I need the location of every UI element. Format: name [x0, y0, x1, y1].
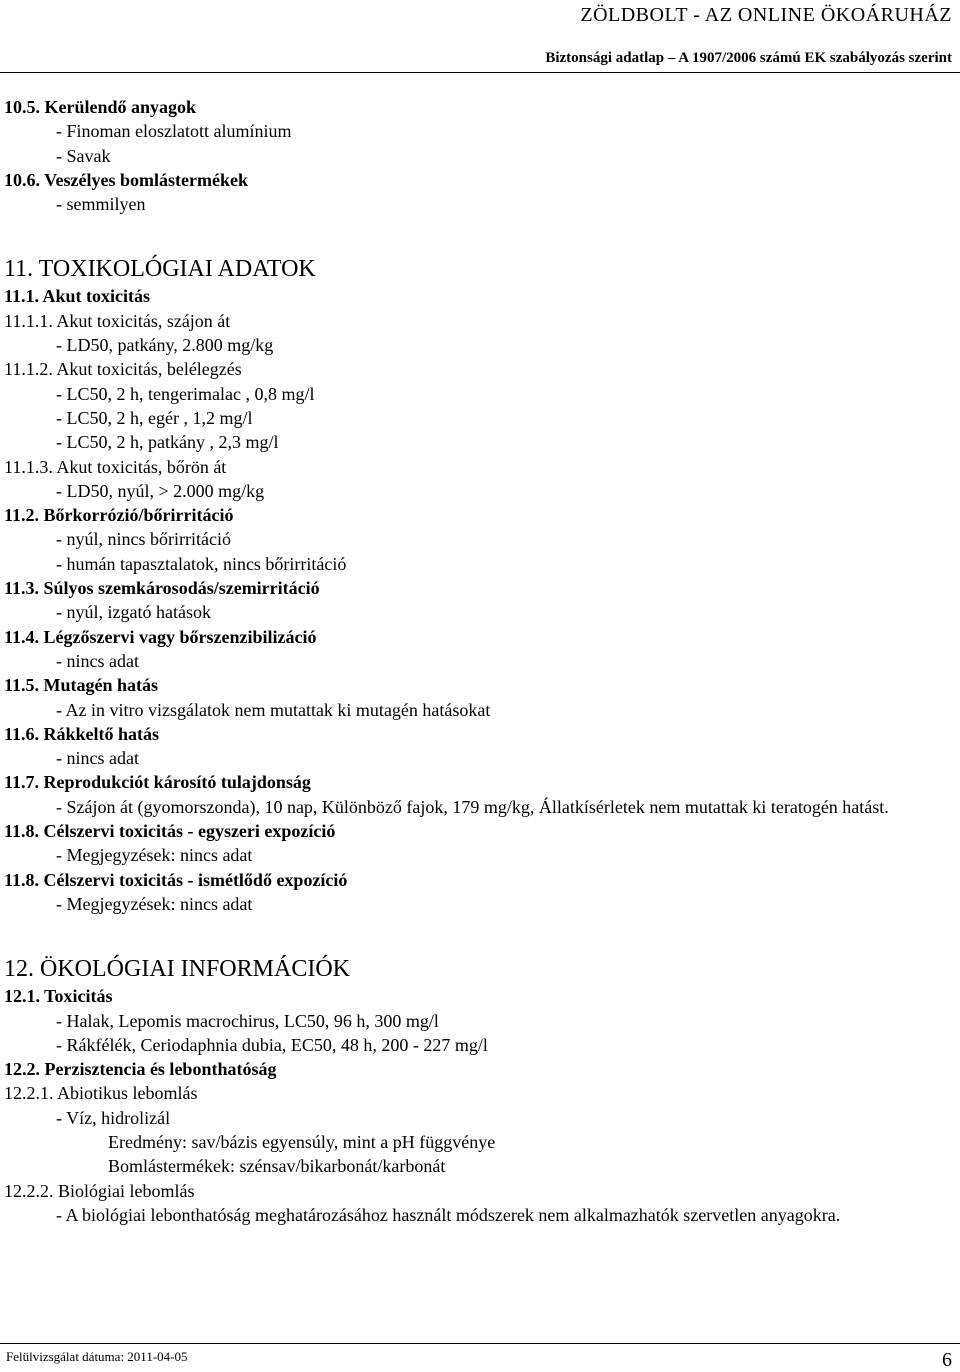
list-item: - Víz, hidrolizál: [56, 1107, 171, 1128]
list-item: - A biológiai lebonthatóság meghatározásához használt módszerek nem alkalmazhatók szervetlen anyagokra.: [56, 1204, 841, 1225]
heading-11-1-2: 11.1.2. Akut toxicitás, belélegzés: [4, 359, 242, 380]
list-item: - Megjegyzések: nincs adat: [56, 893, 253, 914]
header-divider: [0, 72, 960, 73]
heading-11-7: 11.7. Reprodukciót károsító tulajdonság: [4, 772, 311, 793]
list-item-detail: Bomlástermékek: szénsav/bikarbonát/karbonát: [108, 1156, 446, 1177]
heading-12-2: 12.2. Perzisztencia és lebonthatóság: [4, 1059, 277, 1080]
heading-11-4: 11.4. Légzőszervi vagy bőrszenzibilizáció: [4, 626, 317, 647]
heading-11-1: 11.1. Akut toxicitás: [4, 286, 151, 307]
heading-11-2: 11.2. Bőrkorrózió/bőrirritáció: [4, 505, 234, 526]
heading-11-8-single: 11.8. Célszervi toxicitás - egyszeri expozíció: [4, 821, 336, 842]
heading-12-2-2: 12.2.2. Biológiai lebomlás: [4, 1180, 195, 1201]
list-item: - nincs adat: [56, 748, 139, 769]
list-item: - Rákfélék, Ceriodaphnia dubia, EC50, 48 h, 200 - 227 mg/l: [56, 1034, 488, 1055]
list-item: - nyúl, nincs bőrirritáció: [56, 529, 231, 550]
list-item: - nyúl, izgató hatások: [56, 602, 211, 623]
heading-11-5: 11.5. Mutagén hatás: [4, 675, 159, 696]
list-item: - LD50, nyúl, > 2.000 mg/kg: [56, 480, 265, 501]
list-item: - Savak: [56, 145, 111, 166]
list-item-detail: Eredmény: sav/bázis egyensúly, mint a pH függvénye: [108, 1131, 496, 1152]
footer-divider: [0, 1343, 960, 1344]
list-item: - Megjegyzések: nincs adat: [56, 845, 253, 866]
list-item: - Finoman eloszlatott alumínium: [56, 121, 292, 142]
document-body: [0, 95, 950, 1227]
list-item: - Az in vitro vizsgálatok nem mutattak ki mutagén hatásokat: [56, 699, 491, 720]
store-title: ZÖLDBOLT - AZ ONLINE ÖKOÁRUHÁZ: [580, 4, 952, 26]
list-item: - LD50, patkány, 2.800 mg/kg: [56, 335, 274, 356]
section-12-title: 12. ÖKOLÓGIAI INFORMÁCIÓK: [4, 956, 350, 983]
heading-11-1-1: 11.1.1. Akut toxicitás, szájon át: [4, 310, 231, 331]
heading-12-2-1: 12.2.1. Abiotikus lebomlás: [4, 1083, 198, 1104]
list-item: - Halak, Lepomis macrochirus, LC50, 96 h, 300 mg/l: [56, 1010, 439, 1031]
heading-10-6: 10.6. Veszélyes bomlástermékek: [4, 169, 248, 190]
list-item: - humán tapasztalatok, nincs bőrirritáció: [56, 553, 347, 574]
heading-10-5: 10.5. Kerülendő anyagok: [4, 97, 197, 117]
heading-11-8-repeated: 11.8. Célszervi toxicitás - ismétlődő expozíció: [4, 869, 348, 890]
revision-date: Felülvizsgálat dátuma: 2011-04-05: [6, 1349, 188, 1364]
list-item: - LC50, 2 h, egér , 1,2 mg/l: [56, 407, 253, 428]
list-item: - LC50, 2 h, patkány , 2,3 mg/l: [56, 432, 279, 453]
page-number: 6: [942, 1349, 952, 1371]
sds-subtitle: Biztonsági adatlap – A 1907/2006 számú EK szabályozás szerint: [545, 50, 952, 66]
list-item: - semmilyen: [56, 194, 146, 215]
heading-11-1-3: 11.1.3. Akut toxicitás, bőrön át: [4, 456, 227, 477]
list-item: - Szájon át (gyomorszonda), 10 nap, Különböző fajok, 179 mg/kg, Állatkísérletek nem mutattak ki teratogén hatást.: [56, 796, 889, 817]
heading-11-6: 11.6. Rákkeltő hatás: [4, 723, 160, 744]
heading-12-1: 12.1. Toxicitás: [4, 986, 113, 1007]
list-item: - LC50, 2 h, tengerimalac , 0,8 mg/l: [56, 383, 315, 404]
section-11-title: 11. TOXIKOLÓGIAI ADATOK: [4, 256, 316, 283]
heading-11-3: 11.3. Súlyos szemkárosodás/szemirritáció: [4, 578, 320, 599]
list-item: - nincs adat: [56, 650, 139, 671]
